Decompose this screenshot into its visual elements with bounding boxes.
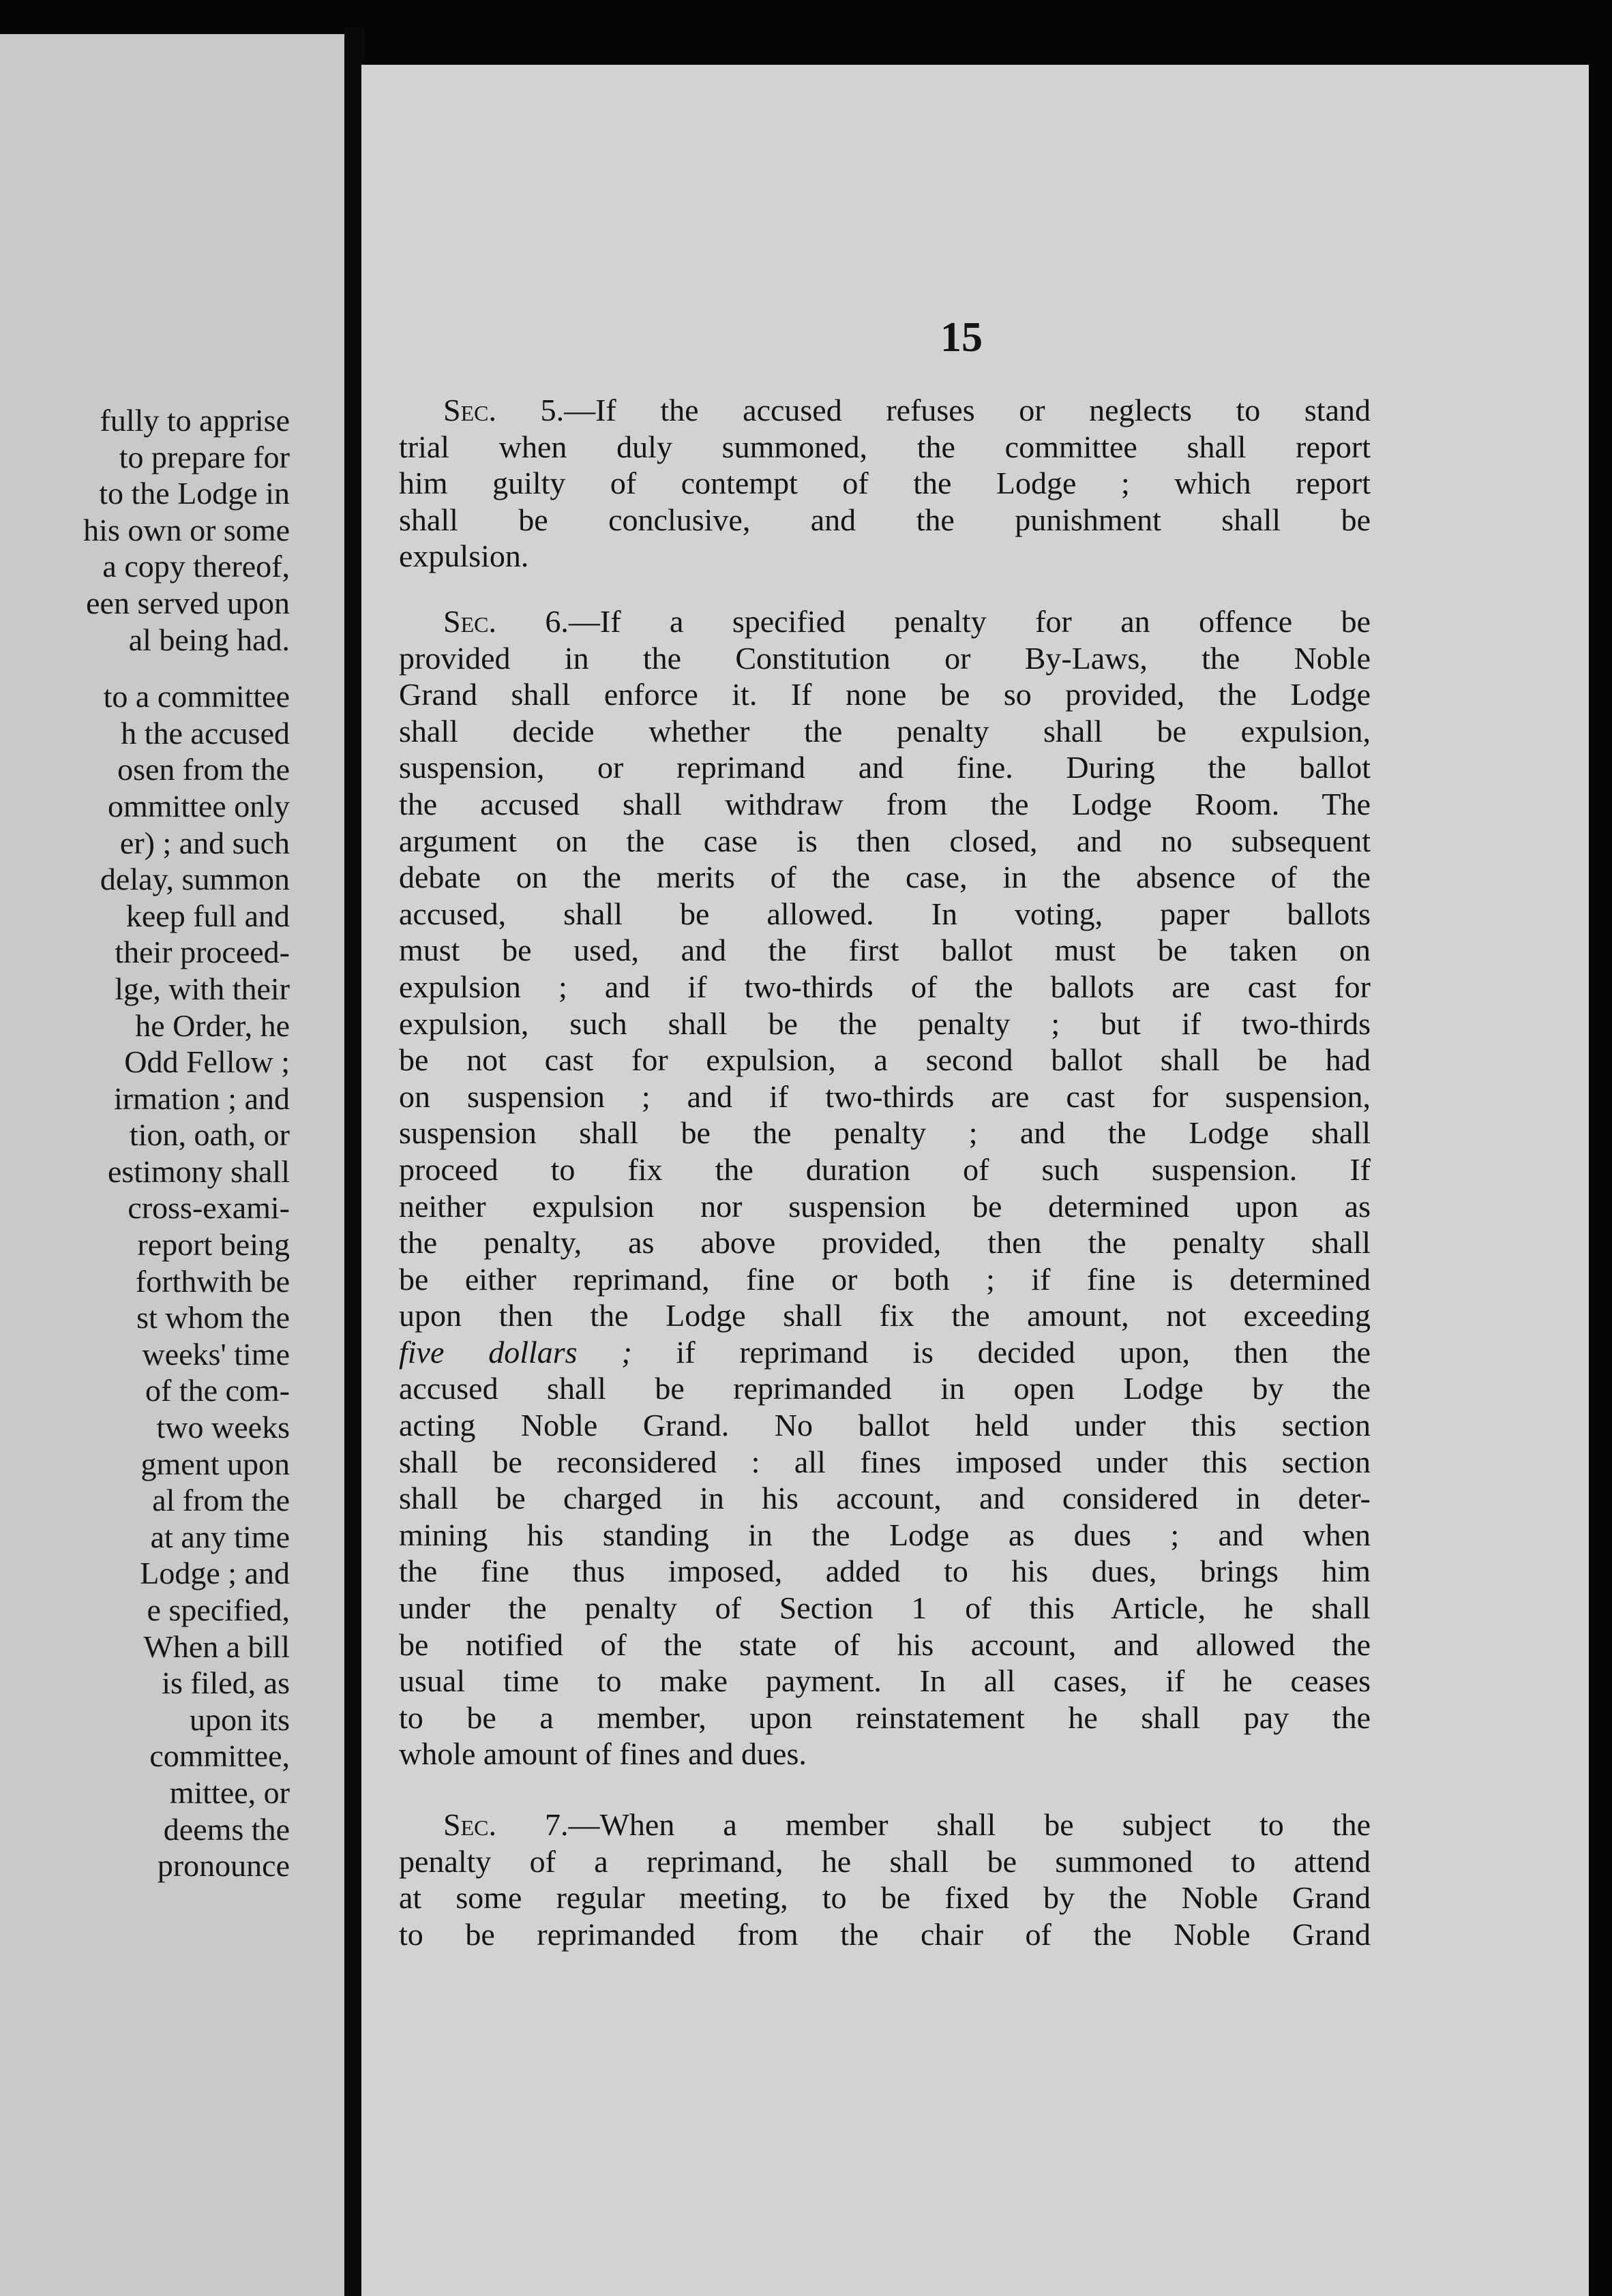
paragraph-line: must be used, and the first ballot must be taken on — [399, 933, 1371, 968]
paragraph-line — [399, 603, 1371, 640]
left-line: forthwith be — [135, 1263, 290, 1299]
paragraph-line: to be a member, upon reinstatement he shall pay the — [399, 1700, 1371, 1735]
left-line: weeks' time — [142, 1336, 290, 1372]
paragraph-line: penalty of a reprimand, he shall be summoned to attend — [399, 1843, 1371, 1879]
paragraph-line: provided in the Constitution or By-Laws, the Noble — [399, 640, 1371, 676]
paragraph-line — [399, 1807, 1371, 1843]
paragraph-line: be either reprimand, fine or both ; if fine is determined — [399, 1261, 1371, 1297]
paragraph-line: the fine thus imposed, added to his dues, brings him — [399, 1554, 1371, 1589]
section-label: Sec. 6. — [443, 604, 569, 639]
paragraph-line: under the penalty of Section 1 of this Article, he shall — [399, 1590, 1371, 1626]
left-line: upon its — [190, 1702, 290, 1737]
paragraph-line: accused shall be reprimanded in open Lodge by the — [399, 1371, 1371, 1406]
left-line: When a bill — [143, 1629, 290, 1664]
left-line: Lodge ; and — [140, 1556, 290, 1591]
left-line: keep full and — [125, 898, 290, 933]
left-line: to prepare for — [119, 439, 290, 474]
left-line: er) ; and such — [119, 825, 290, 860]
left-line: two weeks — [156, 1410, 290, 1445]
paragraph-line: to be reprimanded from the chair of the Noble Grand — [399, 1916, 1371, 1952]
page-number: 15 — [940, 314, 983, 361]
left-page-text — [0, 402, 290, 1884]
left-line: their proceed- — [115, 935, 290, 970]
section-5-paragraph — [399, 392, 1371, 575]
left-line: een served upon — [86, 585, 290, 620]
paragraph-line: expulsion ; and if two-thirds of the ballots are cast for — [399, 969, 1371, 1004]
section-label: Sec. 5. — [443, 393, 565, 427]
paragraph-line: shall be charged in his account, and considered in deter- — [399, 1481, 1371, 1516]
left-line: e specified, — [147, 1592, 290, 1627]
left-line: report being — [137, 1227, 290, 1263]
paragraph-line: be notified of the state of his account, and allowed the — [399, 1627, 1371, 1662]
left-line: tion, oath, or — [129, 1117, 290, 1153]
left-line: his own or some — [83, 512, 290, 547]
paragraph-line: at some regular meeting, to be fixed by the Noble Grand — [399, 1880, 1371, 1916]
paragraph-line: suspension, or reprimand and fine. During the ballot — [399, 750, 1371, 785]
left-line: mittee, or — [169, 1774, 290, 1810]
left-line: Odd Fellow ; — [124, 1044, 290, 1080]
section-label: Sec. 7. — [443, 1807, 569, 1842]
left-line: lge, with their — [115, 971, 290, 1006]
left-lines-bottom — [0, 678, 290, 1884]
left-line: irmation ; and — [113, 1081, 290, 1116]
paragraph-line: mining his standing in the Lodge as dues ; and when — [399, 1517, 1371, 1552]
left-page-fragment — [0, 34, 344, 2296]
left-line: of the com- — [145, 1373, 290, 1408]
left-line: cross-exami- — [128, 1190, 290, 1226]
left-line: he Order, he — [135, 1008, 290, 1043]
line-text: —If a specified penalty for an offence be — [568, 604, 1371, 639]
paragraph-line: argument on the case is then closed, and no subsequent — [399, 823, 1371, 858]
left-line: deems the — [163, 1811, 290, 1847]
paragraph-line: neither expulsion nor suspension be determined upon as — [399, 1188, 1371, 1224]
paragraph-line: shall decide whether the penalty shall be expulsion, — [399, 713, 1371, 749]
left-line: pronounce — [157, 1848, 290, 1884]
paragraph-line: accused, shall be allowed. In voting, paper ballots — [399, 896, 1371, 931]
paragraph-line: proceed to fix the duration of such suspension. If — [399, 1151, 1371, 1187]
left-line: al from the — [152, 1483, 290, 1518]
paragraph-line: be not cast for expulsion, a second ballot shall be had — [399, 1042, 1371, 1078]
left-lines-top — [0, 402, 290, 658]
paragraph-line: expulsion. — [399, 539, 529, 574]
left-line: fully to apprise — [100, 403, 290, 438]
left-line: ommittee only — [107, 788, 290, 824]
left-line: at any time — [150, 1519, 290, 1554]
main-page — [361, 65, 1589, 2296]
left-paragraph-gap — [0, 658, 290, 678]
paragraph-line: expulsion, such shall be the penalty ; but if two-thirds — [399, 1006, 1371, 1041]
paragraph-line: whole amount of fines and dues. — [399, 1736, 807, 1772]
line-text: —If the accused refuses or neglects to stand — [564, 393, 1371, 427]
paragraph-line: shall be conclusive, and the punishment shall be — [399, 502, 1371, 537]
line-text: if reprimand is decided upon, then the — [631, 1334, 1371, 1370]
left-line: estimony shall — [107, 1153, 290, 1189]
left-line: delay, summon — [100, 862, 290, 897]
paragraph-line: suspension shall be the penalty ; and the Lodge shall — [399, 1115, 1371, 1151]
left-line: is filed, as — [162, 1665, 290, 1701]
italic-phrase: five dollars ; — [399, 1334, 632, 1370]
paragraph-line — [399, 392, 1371, 429]
paragraph-line — [399, 1334, 1371, 1371]
paragraph-line: usual time to make payment. In all cases, if he ceases — [399, 1663, 1371, 1699]
paragraph-line: shall be reconsidered : all fines imposed under this section — [399, 1444, 1371, 1479]
paragraph-line: the accused shall withdraw from the Lodge Room. The — [399, 786, 1371, 821]
paragraph-line: the penalty, as above provided, then the penalty shall — [399, 1225, 1371, 1260]
scan-border-right — [1589, 0, 1612, 2296]
left-line: gment upon — [140, 1446, 290, 1481]
paragraph-line: him guilty of contempt of the Lodge ; which report — [399, 466, 1371, 501]
left-line: h the accused — [121, 715, 290, 751]
section-6-paragraph — [399, 603, 1371, 1772]
scan-border-top — [0, 0, 1612, 27]
paragraph-line: acting Noble Grand. No ballot held under this section — [399, 1408, 1371, 1443]
left-line: to the Lodge in — [99, 476, 290, 511]
left-line: al being had. — [128, 622, 290, 657]
paragraph-line: debate on the merits of the case, in the absence of the — [399, 860, 1371, 895]
left-line: a copy thereof, — [102, 549, 290, 584]
paragraph-line: upon then the Lodge shall fix the amount, not exceeding — [399, 1298, 1371, 1333]
paragraph-line: Grand shall enforce it. If none be so provided, the Lodge — [399, 677, 1371, 712]
line-text: —When a member shall be subject to the — [568, 1807, 1371, 1842]
left-line: committee, — [149, 1738, 290, 1774]
left-line: st whom the — [136, 1300, 290, 1335]
left-line: osen from the — [117, 752, 290, 787]
paragraph-line: trial when duly summoned, the committee shall report — [399, 429, 1371, 464]
section-7-paragraph — [399, 1807, 1371, 1952]
paragraph-line: on suspension ; and if two-thirds are cast for suspension, — [399, 1078, 1371, 1114]
left-line: to a committee — [103, 679, 290, 714]
